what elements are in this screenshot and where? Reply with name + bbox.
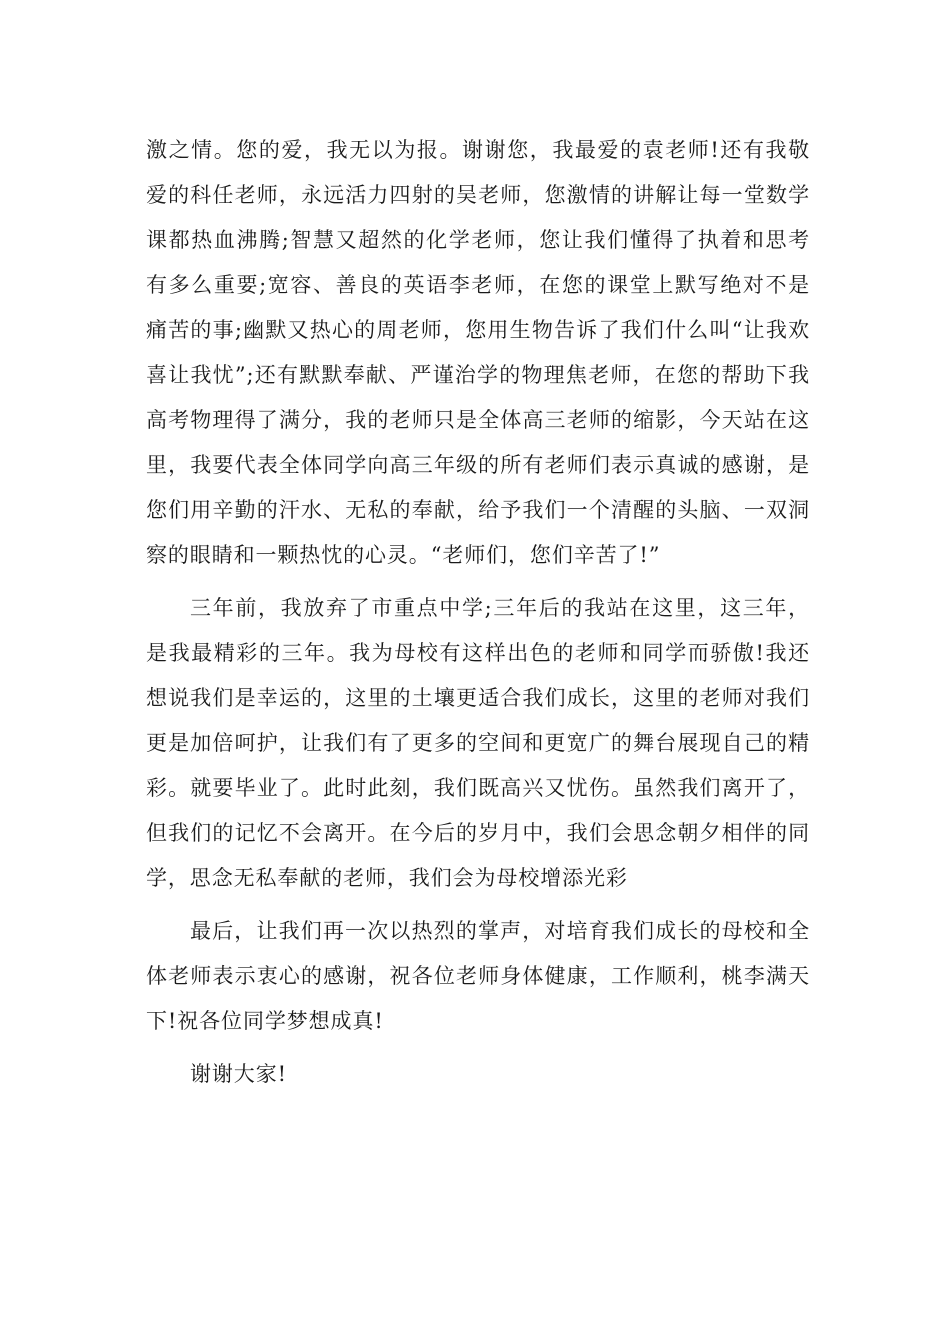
document-page	[146, 128, 810, 1097]
paragraph-3: 最后，让我们再一次以热烈的掌声，对培育我们成长的母校和全体老师表示衷心的感谢，祝各位老师身体健康，工作顺利，桃李满天下!祝各位同学梦想成真!	[146, 919, 810, 1033]
paragraph-4: 谢谢大家!	[190, 1062, 287, 1086]
paragraph-2: 三年前，我放弃了市重点中学;三年后的我站在这里，这三年，是我最精彩的三年。我为母校有这样出色的老师和同学而骄傲!我还想说我们是幸运的，这里的土壤更适合我们成长，这里的老师对我们更是加倍呵护，让我们有了更多的空间和更宽广的舞台展现自己的精彩。就要毕业了。此时此刻，我们既高兴又忧伤。虽然我们离开了，但我们的记忆不会离开。在今后的岁月中，我们会思念朝夕相伴的同学，思念无私奉献的老师，我们会为母校增添光彩	[146, 596, 810, 890]
paragraph-1: 激之情。您的爱，我无以为报。谢谢您，我最爱的袁老师!还有我敬爱的科任老师，永远活力四射的吴老师，您激情的讲解让每一堂数学课都热血沸腾;智慧又超然的化学老师，您让我们懂得了执着和思考有多么重要;宽容、善良的英语李老师，在您的课堂上默写绝对不是痛苦的事;幽默又热心的周老师，您用生物告诉了我们什么叫“让我欢喜让我忧”;还有默默奉献、严谨治学的物理焦老师，在您的帮助下我高考物理得了满分，我的老师只是全体高三老师的缩影，今天站在这里，我要代表全体同学向高三年级的所有老师们表示真诚的感谢，是您们用辛勤的汗水、无私的奉献，给予我们一个清醒的头脑、一双洞察的眼睛和一颗热忱的心灵。“老师们，您们辛苦了!”	[146, 138, 810, 567]
